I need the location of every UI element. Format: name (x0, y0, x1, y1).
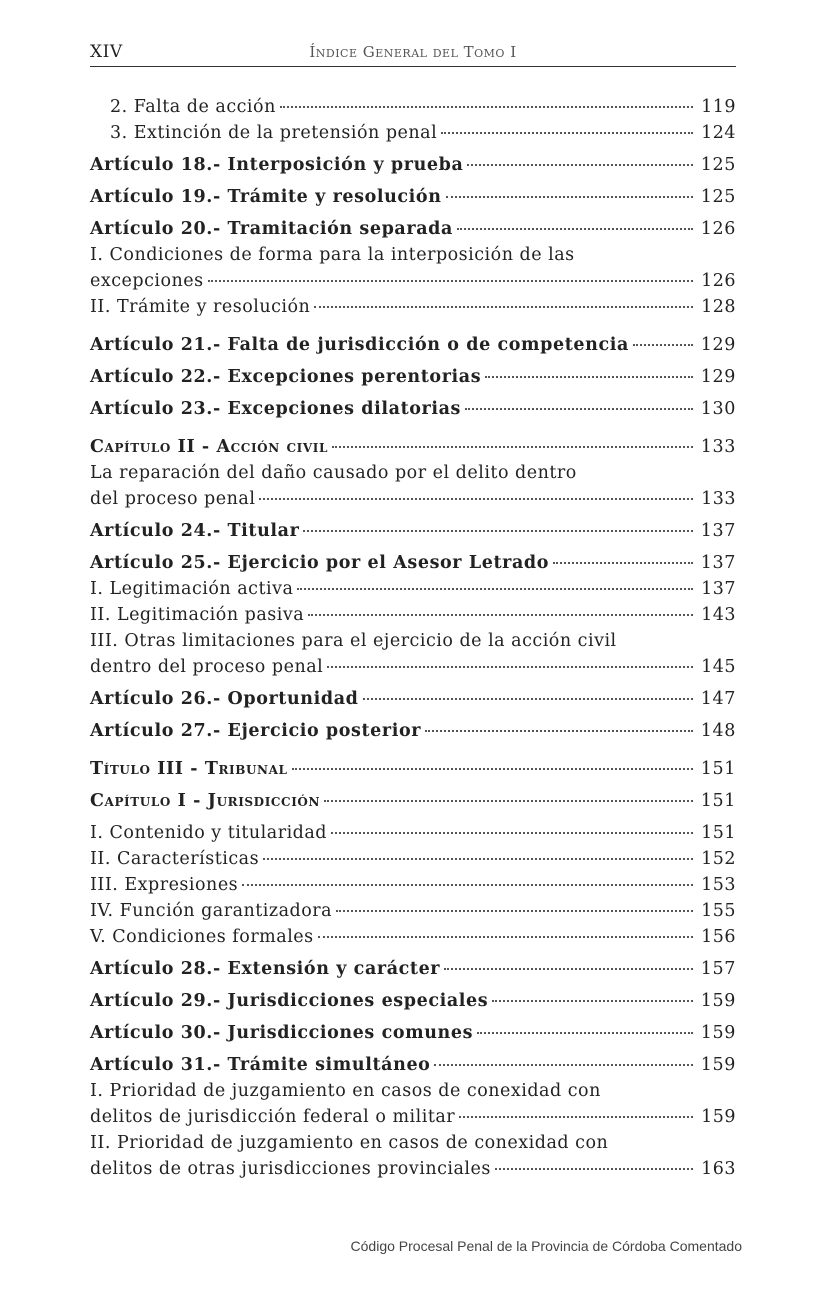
toc-entry-title: Capítulo I - Jurisdicción (90, 791, 321, 811)
toc-entry (90, 788, 736, 814)
toc-entry (90, 1020, 736, 1046)
toc-entry-title: Artículo 24.- Titular (90, 521, 300, 541)
toc-entry (90, 152, 736, 178)
toc-page-number: 129 (700, 335, 736, 355)
toc-entry (90, 628, 736, 680)
dot-leader (297, 588, 693, 590)
dot-leader (446, 196, 693, 198)
toc-entry (90, 94, 736, 120)
toc-entry-title: II. Trámite y resolución (90, 297, 311, 317)
toc-entry-title: Artículo 19.- Trámite y resolución (90, 187, 442, 207)
dot-leader (208, 280, 693, 282)
toc-entry-title: Artículo 29.- Jurisdicciones especiales (90, 991, 489, 1011)
toc-entry-title: Artículo 20.- Tramitación separada (90, 219, 453, 239)
toc-entry-title: Artículo 22.- Excepciones perentorias (90, 367, 482, 387)
toc-page-number: 163 (701, 1159, 736, 1179)
dot-leader (336, 910, 693, 912)
dot-leader (303, 530, 693, 532)
toc-entry-title: 3. Extinción de la pretensión penal (110, 123, 438, 143)
dot-leader (314, 306, 693, 308)
toc-page-number: 133 (700, 437, 736, 457)
dot-leader (327, 666, 693, 668)
toc-page-number: 124 (701, 123, 736, 143)
toc-entry-title: II. Legitimación pasiva (90, 605, 305, 625)
toc-page-number: 119 (701, 97, 736, 117)
toc-entry-title: I. Contenido y titularidad (90, 823, 328, 843)
toc-entry (90, 184, 736, 210)
toc-entry (90, 898, 736, 924)
toc-entry (90, 120, 736, 146)
toc-entry (90, 1078, 736, 1130)
toc-entry-title: Artículo 26.- Oportunidad (90, 689, 359, 709)
toc-entry (90, 332, 736, 358)
toc-entry-title: dentro del proceso penal (90, 657, 324, 677)
toc-entry-title: Título III - Tribunal (90, 759, 288, 779)
toc-entry (90, 988, 736, 1014)
toc-page-number: 159 (700, 1023, 736, 1043)
toc-entry (90, 364, 736, 390)
dot-leader (263, 858, 693, 860)
toc-entry (90, 434, 736, 460)
toc-entry (90, 396, 736, 422)
dot-leader (444, 968, 693, 970)
dot-leader (633, 344, 693, 346)
toc-entry-title: I. Legitimación activa (90, 579, 294, 599)
dot-leader (292, 768, 693, 770)
toc-entry-title: II. Características (90, 849, 260, 869)
toc-page-number: 148 (700, 721, 736, 741)
dot-leader (441, 132, 693, 134)
dot-leader (553, 562, 693, 564)
toc-entry (90, 550, 736, 576)
toc-page-number: 151 (700, 759, 736, 779)
toc-page-number: 137 (700, 553, 736, 573)
dot-leader (363, 698, 694, 700)
toc-entry (90, 216, 736, 242)
toc-entry (90, 820, 736, 846)
dot-leader (457, 228, 693, 230)
toc-entry (90, 460, 736, 512)
running-header (90, 38, 736, 67)
toc-entry (90, 518, 736, 544)
toc-page-number: 133 (701, 489, 736, 509)
toc-entry (90, 872, 736, 898)
toc-page-number: 129 (700, 367, 736, 387)
toc-page-number: 159 (701, 1107, 736, 1127)
toc-page-number: 145 (701, 657, 736, 677)
toc-entry (90, 242, 736, 294)
toc-page-number: 159 (700, 1055, 736, 1075)
dot-leader (308, 614, 693, 616)
toc-entry-title-line: II. Prioridad de juzgamiento en casos de conexidad con (90, 1133, 609, 1153)
toc-page-number: 151 (701, 823, 736, 843)
toc-entry-title: Artículo 27.- Ejercicio posterior (90, 721, 422, 741)
toc-page-number: 151 (700, 791, 736, 811)
toc-page-number: 143 (701, 605, 736, 625)
dot-leader (467, 164, 693, 166)
toc-entry-title: IV. Función garantizadora (90, 901, 333, 921)
toc-entry-title: Artículo 28.- Extensión y carácter (90, 959, 441, 979)
toc-entry-title: Artículo 25.- Ejercicio por el Asesor Letrado (90, 553, 550, 573)
toc-entry (90, 924, 736, 950)
dot-leader (259, 498, 693, 500)
toc-page-number: 125 (700, 187, 736, 207)
toc-entry-title: Artículo 21.- Falta de jurisdicción o de competencia (90, 335, 629, 355)
toc-entry-title: Capítulo II - Acción civil (90, 437, 329, 457)
toc-entry-title-line: I. Prioridad de juzgamiento en casos de conexidad con (90, 1081, 601, 1101)
dot-leader (485, 376, 693, 378)
toc-page-number: 157 (700, 959, 736, 979)
toc-page-number: 153 (701, 875, 736, 895)
toc-page-number: 130 (700, 399, 736, 419)
toc-entry (90, 1130, 736, 1182)
toc-entry (90, 686, 736, 712)
dot-leader (318, 936, 693, 938)
toc-page-number: 137 (701, 579, 736, 599)
toc-entry (90, 602, 736, 628)
toc-page-number: 155 (701, 901, 736, 921)
toc-entry-title: delitos de jurisdicción federal o militar (90, 1107, 456, 1127)
toc-entry-title: delitos de otras jurisdicciones provinciales (90, 1159, 491, 1179)
dot-leader (465, 408, 693, 410)
toc-page-number: 125 (700, 155, 736, 175)
toc-entry-title: Artículo 31.- Trámite simultáneo (90, 1055, 431, 1075)
toc-page-number: 159 (700, 991, 736, 1011)
toc-entry (90, 756, 736, 782)
toc-entry (90, 294, 736, 320)
toc-page-number: 152 (701, 849, 736, 869)
dot-leader (324, 800, 693, 802)
dot-leader (332, 446, 693, 448)
toc-entry (90, 846, 736, 872)
toc-page-number: 147 (700, 689, 736, 709)
toc-entry-title: excepciones (90, 271, 204, 291)
dot-leader (280, 106, 693, 108)
toc-entry-title: V. Condiciones formales (90, 927, 314, 947)
toc-page-number: 137 (700, 521, 736, 541)
dot-leader (425, 730, 693, 732)
page-number: XIV (90, 42, 123, 62)
toc-entry (90, 576, 736, 602)
toc-page-number: 126 (700, 219, 736, 239)
table-of-contents (90, 94, 736, 1182)
dot-leader (331, 832, 693, 834)
toc-entry-title: Artículo 23.- Excepciones dilatorias (90, 399, 461, 419)
toc-entry-title: 2. Falta de acción (110, 97, 276, 117)
dot-leader (477, 1032, 693, 1034)
running-title: Índice General del Tomo I (309, 43, 517, 61)
toc-entry (90, 956, 736, 982)
toc-entry (90, 718, 736, 744)
dot-leader (459, 1116, 693, 1118)
toc-page-number: 128 (701, 297, 736, 317)
toc-entry-title: Artículo 30.- Jurisdicciones comunes (90, 1023, 474, 1043)
toc-entry-title: del proceso penal (90, 489, 256, 509)
dot-leader (242, 884, 693, 886)
toc-entry-title-line: III. Otras limitaciones para el ejercicio de la acción civil (90, 631, 617, 651)
toc-entry-title: Artículo 18.- Interposición y prueba (90, 155, 464, 175)
page-footer: Código Procesal Penal de la Provincia de Córdoba Comentado (350, 1238, 742, 1254)
toc-page-number: 156 (701, 927, 736, 947)
toc-entry-title: III. Expresiones (90, 875, 239, 895)
dot-leader (492, 1000, 693, 1002)
toc-entry-title-line: La reparación del daño causado por el delito dentro (90, 463, 577, 483)
toc-entry (90, 1052, 736, 1078)
dot-leader (495, 1168, 693, 1170)
dot-leader (434, 1064, 693, 1066)
toc-page-number: 126 (701, 271, 736, 291)
toc-entry-title-line: I. Condiciones de forma para la interposición de las (90, 245, 575, 265)
